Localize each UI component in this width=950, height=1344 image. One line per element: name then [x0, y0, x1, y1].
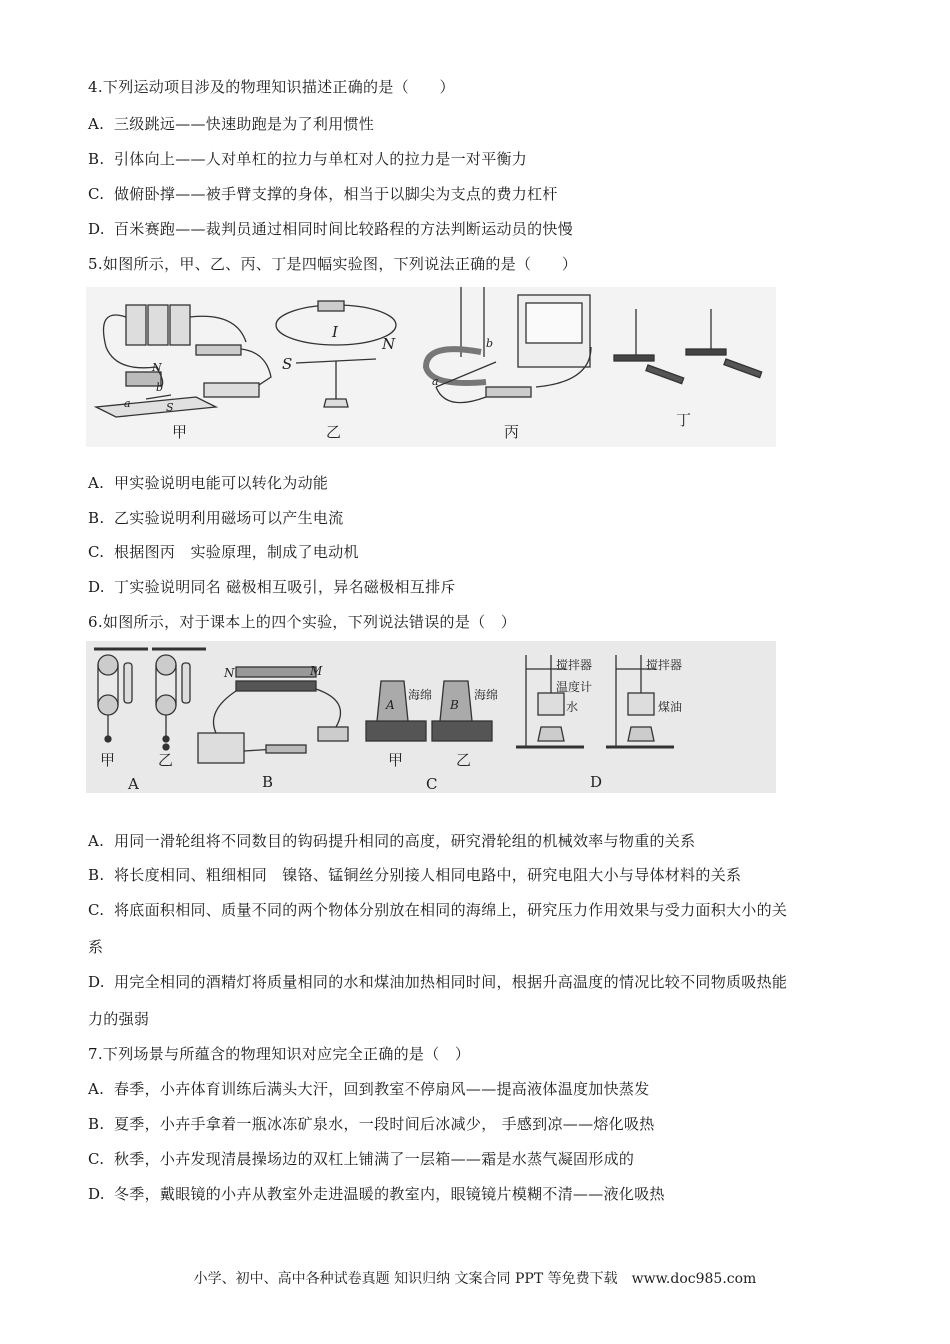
option-text: 系 — [88, 938, 104, 956]
fig-label-A: A — [128, 775, 139, 793]
mark-b3: b — [486, 337, 494, 350]
mark-s2: S — [282, 355, 293, 373]
fig-label-jia2: 甲 — [388, 751, 404, 769]
option-text: 三级跳远——快速助跑是为了利用惯性 — [114, 115, 375, 133]
option-text: 用完全相同的酒精灯将质量相同的水和煤油加热相同时间，根据升高温度的情况比较不同物质吸热能 — [114, 973, 788, 991]
q4-option-c — [88, 183, 558, 204]
mark-a: a — [124, 397, 131, 410]
q7-option-d — [88, 1183, 665, 1204]
option-text: 春季，小卉体育训练后满头大汗，回到教室不停扇风——提高液体温度加快蒸发 — [114, 1080, 650, 1098]
option-text: 百米赛跑——裁判员通过相同时间比较路程的方法判断运动员的快慢 — [114, 220, 574, 238]
water-label: 水 — [566, 700, 579, 714]
option-tag: B. — [88, 1115, 105, 1133]
option-text: 秋季，小卉发现清晨操场边的双杠上铺满了一层箱——霜是水蒸气凝固形成的 — [114, 1150, 635, 1168]
q5-figure — [86, 287, 776, 447]
option-tag: D. — [88, 578, 105, 596]
block-b: B — [450, 698, 459, 712]
mark-N: N — [224, 666, 235, 680]
fig-label-B: B — [262, 773, 274, 791]
option-text: 用同一滑轮组将不同数目的钩码提升相同的高度，研究滑轮组的机械效率与物重的关系 — [114, 832, 696, 850]
mark-s: S — [166, 401, 174, 414]
mark-n2: N — [382, 335, 396, 353]
q7-option-b — [88, 1113, 655, 1134]
q6-option-a — [88, 830, 695, 851]
q7-option-a — [88, 1078, 650, 1099]
q6-option-c — [88, 899, 787, 920]
option-text: 丁实验说明同名 磁极相互吸引，异名磁极相互排斥 — [114, 578, 456, 596]
option-text: 冬季，戴眼镜的小卉从教室外走进温暖的教室内，眼镜镜片模糊不清——液化吸热 — [114, 1185, 665, 1203]
q4-stem: 4.下列运动项目涉及的物理知识描述正确的是（ ） — [88, 78, 455, 96]
fig-label-bing: 丙 — [504, 423, 520, 441]
option-tag: A. — [88, 474, 105, 492]
option-tag: B. — [88, 150, 105, 168]
option-text: 做俯卧撑——被手臂支撑的身体，相当于以脚尖为支点的费力杠杆 — [114, 185, 558, 203]
mark-M: M — [310, 664, 323, 678]
q4-option-a — [88, 113, 374, 134]
q6-option-c-cont — [88, 936, 103, 957]
q5-stem: 5.如图所示，甲、乙、丙、丁是四幅实验图，下列说法正确的是（ ） — [88, 255, 578, 273]
mark-i: I — [332, 323, 338, 341]
option-text: 甲实验说明电能可以转化为动能 — [114, 474, 329, 492]
option-text: 根据图丙 实验原理，制成了电动机 — [114, 543, 359, 561]
kerosene-label: 煤油 — [658, 700, 683, 714]
q7-option-c — [88, 1148, 634, 1169]
option-text: 乙实验说明利用磁场可以产生电流 — [114, 509, 344, 527]
fig-label-ding: 丁 — [676, 411, 692, 429]
sponge-label-2: 海绵 — [474, 688, 499, 702]
option-text: 将长度相同、粗细相同 镍铬、锰铜丝分别接人相同电路中，研究电阻大小与导体材料的关系 — [114, 866, 742, 884]
q6-option-d-cont — [88, 1008, 149, 1029]
option-text: 夏季，小卉手拿着一瓶冰冻矿泉水，一段时间后冰减少， 手感到凉——熔化吸热 — [114, 1115, 655, 1133]
mark-a3: a — [432, 375, 439, 388]
mark-n: N — [152, 361, 162, 374]
fig-label-yi: 乙 — [326, 423, 342, 441]
q4-option-d — [88, 218, 573, 239]
block-a: A — [386, 698, 395, 712]
sponge-label-1: 海绵 — [408, 688, 433, 702]
page-footer: 小学、初中、高中各种试卷真题 知识归纳 文案合同 PPT 等免费下载 www.doc985.com — [193, 1271, 757, 1287]
fig-label-jia1: 甲 — [100, 751, 116, 769]
q5-option-a — [88, 472, 328, 493]
q6-option-d — [88, 971, 787, 992]
thermometer-label: 温度计 — [556, 680, 593, 694]
option-text: 将底面积相同、质量不同的两个物体分别放在相同的海绵上，研究压力作用效果与受力面积大小的关 — [114, 901, 788, 919]
fig-label-D: D — [590, 773, 603, 791]
option-tag: D. — [88, 1185, 105, 1203]
fig-label-jia: 甲 — [172, 423, 188, 441]
q6-figure — [86, 641, 776, 793]
fig-label-C: C — [426, 775, 438, 793]
option-tag: D. — [88, 973, 105, 991]
option-tag: A. — [88, 1080, 105, 1098]
q5-option-c — [88, 541, 359, 562]
fig-label-yi2: 乙 — [456, 751, 472, 769]
q7-stem: 7.下列场景与所蕴含的物理知识对应完全正确的是（ ） — [88, 1045, 471, 1063]
option-tag: A. — [88, 832, 105, 850]
q4-option-b — [88, 148, 527, 169]
stirrer-label-2: 搅拌器 — [646, 658, 683, 672]
option-tag: B. — [88, 509, 105, 527]
option-tag: D. — [88, 220, 105, 238]
option-tag: B. — [88, 866, 105, 884]
option-tag: C. — [88, 185, 105, 203]
option-text: 力的强弱 — [88, 1010, 150, 1028]
q5-option-b — [88, 507, 344, 528]
option-tag: C. — [88, 543, 105, 561]
option-tag: A. — [88, 115, 105, 133]
option-tag: C. — [88, 901, 105, 919]
q6-option-b — [88, 864, 741, 885]
q6-stem: 6.如图所示，对于课本上的四个实验，下列说法错误的是（ ） — [88, 613, 517, 631]
option-text: 引体向上——人对单杠的拉力与单杠对人的拉力是一对平衡力 — [114, 150, 528, 168]
q5-option-d — [88, 576, 456, 597]
mark-b: b — [156, 381, 164, 394]
stirrer-label-1: 搅拌器 — [556, 658, 593, 672]
option-tag: C. — [88, 1150, 105, 1168]
fig-label-yi1: 乙 — [158, 751, 174, 769]
